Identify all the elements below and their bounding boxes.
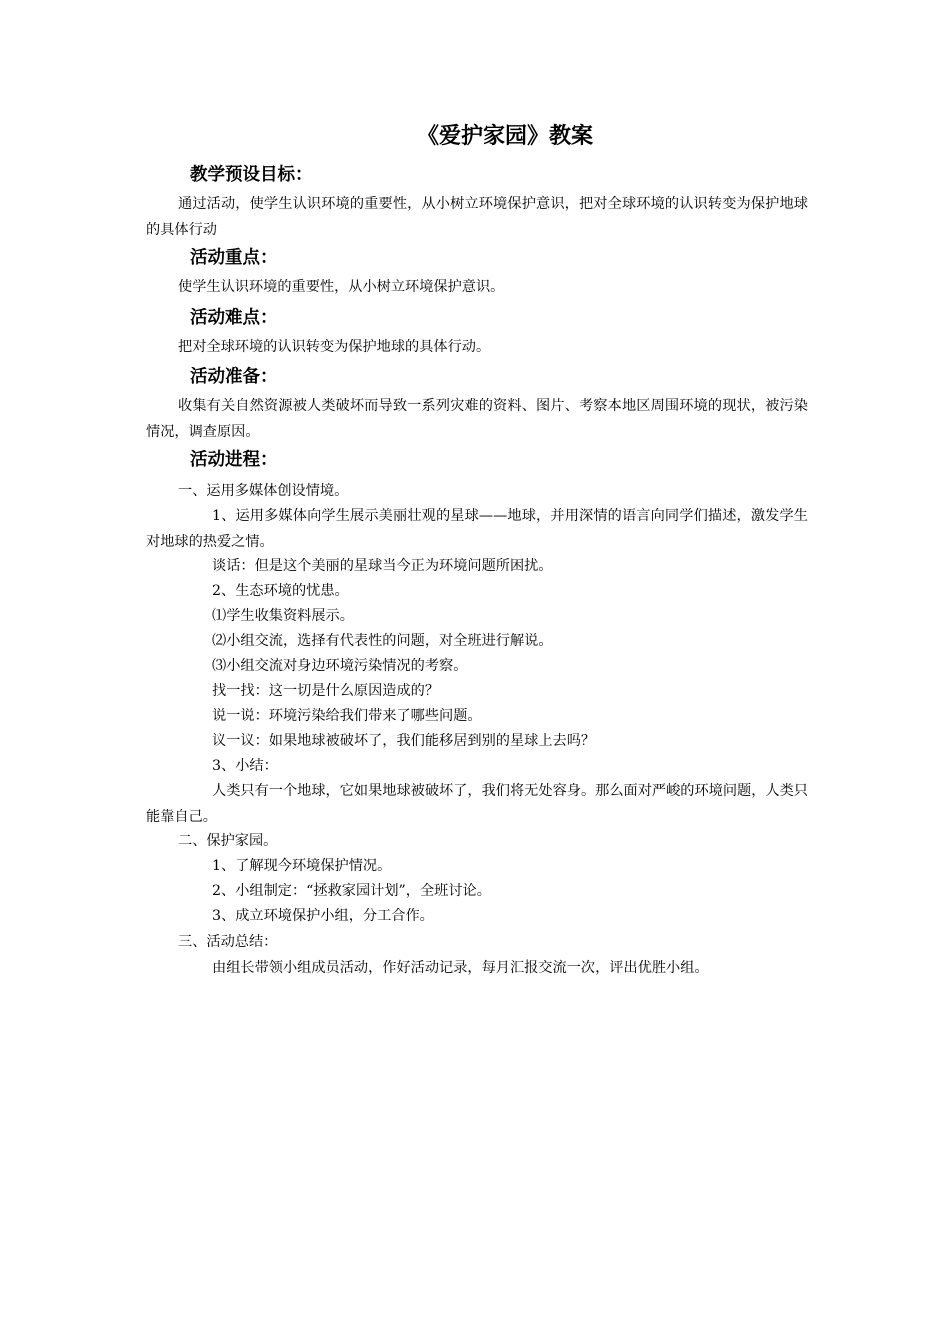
preparation-heading: 活动准备： xyxy=(190,367,278,387)
part2-item3: 3、成立环境保护小组，分工合作。 xyxy=(212,908,434,924)
part1-sub1: ⑴学生收集资料展示。 xyxy=(212,608,354,624)
process-heading: 活动进程： xyxy=(190,450,278,470)
part1-discuss: 议一议：如果地球被破坏了，我们能移居到别的星球上去吗？ xyxy=(212,733,596,749)
difficulty-text: 把对全球环境的认识转变为保护地球的具体行动。 xyxy=(178,339,491,355)
part2-item2: 2、小组制定：“拯救家园计划”，全班讨论。 xyxy=(212,883,491,899)
part1-title: 一、运用多媒体创设情境。 xyxy=(178,483,349,499)
part3-title: 三、活动总结： xyxy=(178,934,278,950)
part1-item2: 2、生态环境的忧患。 xyxy=(212,583,349,599)
part1-say: 说一说：环境污染给我们带来了哪些问题。 xyxy=(212,708,482,724)
document-title: 《爱护家园》教案 xyxy=(416,124,593,149)
goal-text: 通过活动，使学生认识环境的重要性，从小树立环境保护意识，把对全球环境的认识转变为保护地球的具体行动 xyxy=(146,196,808,238)
part2-item1: 1、了解现今环境保护情况。 xyxy=(212,858,392,874)
part1-talk: 谈话：但是这个美丽的星球当今正为环境问题所困扰。 xyxy=(212,558,553,574)
difficulty-heading: 活动难点： xyxy=(190,308,278,328)
part1-item1: 1、运用多媒体向学生展示美丽壮观的星球——地球，并用深情的语言向同学们描述，激发学生对地球的热爱之情。 xyxy=(146,508,808,550)
part2-title: 二、保护家园。 xyxy=(178,833,278,849)
preparation-text: 收集有关自然资源被人类破坏而导致一系列灾难的资料、图片、考察本地区周围环境的现状，被污染情况，调查原因。 xyxy=(146,398,808,440)
part3-text: 由组长带领小组成员活动，作好活动记录，每月汇报交流一次，评出优胜小组。 xyxy=(212,960,709,976)
key-point-text: 使学生认识环境的重要性，从小树立环境保护意识。 xyxy=(178,279,505,295)
key-point-heading: 活动重点： xyxy=(190,248,278,268)
part1-find: 找一找：这一切是什么原因造成的？ xyxy=(212,683,440,699)
part1-sub3: ⑶小组交流对身边环境污染情况的考察。 xyxy=(212,658,468,674)
part1-summary: 人类只有一个地球，它如果地球被破坏了，我们将无处容身。那么面对严峻的环境问题，人类只能靠自己。 xyxy=(146,783,808,825)
part1-item3: 3、小结： xyxy=(212,758,278,774)
part1-sub2: ⑵小组交流，选择有代表性的问题，对全班进行解说。 xyxy=(212,633,553,649)
goal-heading: 教学预设目标： xyxy=(190,165,313,185)
